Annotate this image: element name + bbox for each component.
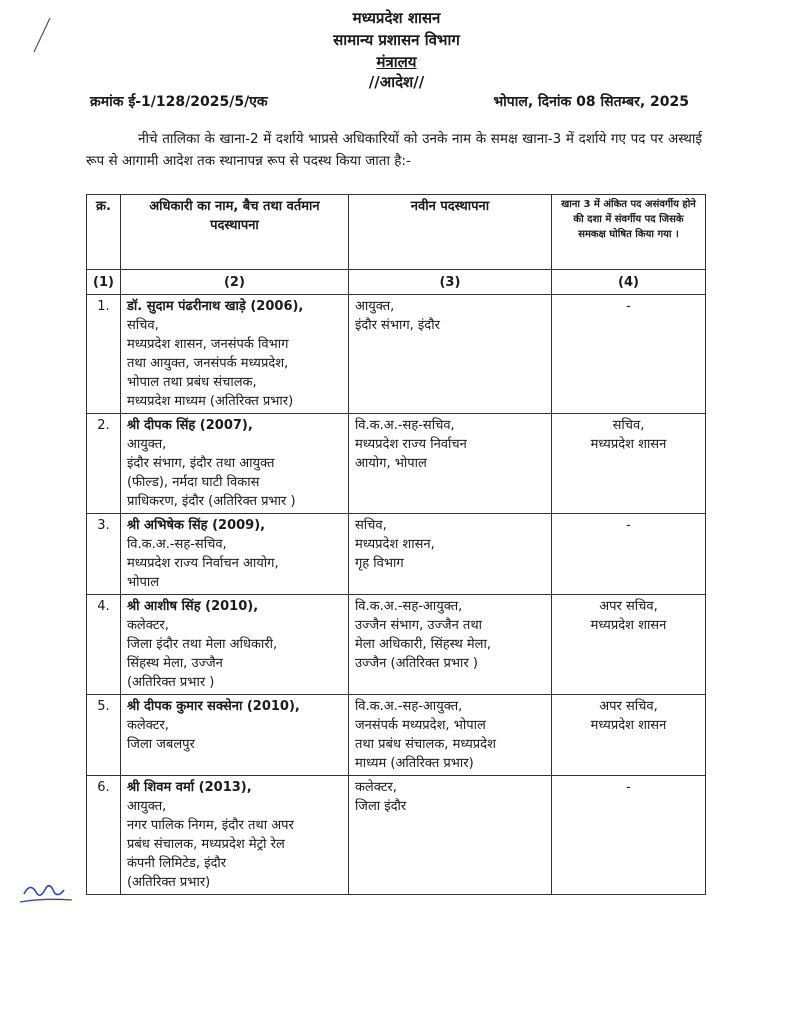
new-post-line: जिला इंदौर [354, 799, 407, 814]
header-department: सामान्य प्रशासन विभाग [333, 31, 460, 49]
officer-name: श्री अभिषेक सिंह (2009), [126, 518, 266, 533]
col-number: (2) [120, 270, 348, 295]
officer-detail-line: वि.क.अ.-सह-सचिव, [126, 537, 227, 552]
officer-detail-line: (फील्ड), नर्मदा घाटी विकास [126, 475, 260, 490]
header-officer: अधिकारी का नाम, बैच तथा वर्तमान पदस्थापना [120, 195, 348, 270]
table-row [87, 514, 706, 595]
new-post-cell [348, 776, 551, 895]
equivalent-post-line: मध्यप्रदेश शासन [590, 437, 667, 452]
officer-cell [120, 414, 348, 514]
equivalent-post-cell [551, 695, 705, 776]
officer-detail-line: नगर पालिक निगम, इंदौर तथा अपर [126, 818, 294, 833]
new-post-line: कलेक्टर, [354, 780, 397, 795]
equivalent-post-cell [551, 776, 705, 895]
row-sno: 4. [87, 595, 121, 695]
new-post-cell [348, 414, 551, 514]
new-post-line: इंदौर संभाग, इंदौर [354, 318, 440, 333]
row-sno: 1. [87, 295, 121, 414]
table-header-row [87, 195, 706, 270]
officer-cell [120, 595, 348, 695]
officer-detail-line: तथा आयुक्त, जनसंपर्क मध्यप्रदेश, [126, 356, 289, 371]
officer-cell [120, 295, 348, 414]
new-post-cell [348, 514, 551, 595]
officer-name: श्री दीपक कुमार सक्सेना (2010), [126, 699, 300, 714]
equivalent-post-cell [551, 595, 705, 695]
new-post-line: वि.क.अ.-सह-आयुक्त, [354, 699, 463, 714]
officer-detail-line: भोपाल [126, 575, 160, 590]
officer-detail-line: आयुक्त, [126, 799, 167, 814]
col-number: (4) [551, 270, 705, 295]
header-equivalent: खाना 3 में अंकित पद असंवर्गीय होने की दशा में संवर्गीय पद जिसके समकक्ष घोषित किया गया । [551, 195, 705, 270]
officer-detail-line: आयुक्त, [126, 437, 167, 452]
officer-detail-line: मध्यप्रदेश माध्यम (अतिरिक्त प्रभार) [126, 394, 294, 409]
new-post-cell [348, 695, 551, 776]
officer-name: श्री आशीष सिंह (2010), [126, 599, 259, 614]
table-row [87, 776, 706, 895]
officer-detail-line: कलेक्टर, [126, 718, 169, 733]
new-post-line: आयुक्त, [354, 299, 395, 314]
equivalent-post-line: - [626, 518, 631, 533]
equivalent-post-line: मध्यप्रदेश शासन [590, 718, 667, 733]
equivalent-post-cell [551, 414, 705, 514]
officer-cell [120, 695, 348, 776]
officer-detail-line: (अतिरिक्त प्रभार ) [126, 675, 215, 690]
posting-table [86, 194, 706, 895]
new-post-line: मेला अधिकारी, सिंहस्थ मेला, [354, 637, 492, 652]
new-post-cell [348, 595, 551, 695]
officer-detail-line: मध्यप्रदेश शासन, जनसंपर्क विभाग [126, 337, 289, 352]
order-number: क्रमांक ई-1/128/2025/5/एक [90, 94, 268, 110]
new-post-cell [348, 295, 551, 414]
place-date: भोपाल, दिनांक 08 सितम्बर, 2025 [493, 94, 689, 110]
officer-detail-line: इंदौर संभाग, इंदौर तथा आयुक्त [126, 456, 275, 471]
initials-signature [16, 872, 76, 912]
officer-detail-line: कंपनी लिमिटेड, इंदौर [126, 856, 227, 871]
row-sno: 5. [87, 695, 121, 776]
equivalent-post-line: अपर सचिव, [599, 599, 658, 614]
new-post-line: मध्यप्रदेश राज्य निर्वाचन [354, 437, 467, 452]
officer-detail-line: भोपाल तथा प्रबंध संचालक, [126, 375, 257, 390]
officer-name: डॉ. सुदाम पंढरीनाथ खाड़े (2006), [126, 299, 304, 314]
row-sno: 3. [87, 514, 121, 595]
new-post-line: सचिव, [354, 518, 387, 533]
officer-detail-line: सिंहस्थ मेला, उज्जैन [126, 656, 223, 671]
table-row [87, 595, 706, 695]
new-post-line: माध्यम (अतिरिक्त प्रभार) [354, 756, 474, 771]
header-new-post: नवीन पदस्थापना [348, 195, 551, 270]
intro-paragraph: नीचे तालिका के खाना-2 में दर्शाये भाप्रसे अधिकारियों को उनके नाम के समक्ष खाना-3 में दर्शाये गए पद पर अस्थाई रूप से आगामी आदेश तक स्थानापन्न रूप से पदस्थ किया जाता है:- [86, 131, 702, 169]
header-government: मध्यप्रदेश शासन [352, 9, 441, 27]
new-post-line: उज्जैन संभाग, उज्जैन तथा [354, 618, 483, 633]
officer-name: श्री दीपक सिंह (2007), [126, 418, 253, 433]
officer-name: श्री शिवम वर्मा (2013), [126, 780, 252, 795]
officer-detail-line: सचिव, [126, 318, 159, 333]
equivalent-post-line: - [626, 780, 631, 795]
table-row [87, 414, 706, 514]
officer-detail-line: कलेक्टर, [126, 618, 169, 633]
officer-cell [120, 514, 348, 595]
equivalent-post-line: सचिव, [612, 418, 645, 433]
new-post-line: तथा प्रबंध संचालक, मध्यप्रदेश [354, 737, 496, 752]
new-post-line: आयोग, भोपाल [354, 456, 427, 471]
column-number-row [87, 270, 706, 295]
row-sno: 6. [87, 776, 121, 895]
officer-detail-line: जिला इंदौर तथा मेला अधिकारी, [126, 637, 278, 652]
table-row [87, 295, 706, 414]
new-post-line: वि.क.अ.-सह-आयुक्त, [354, 599, 463, 614]
equivalent-post-line: अपर सचिव, [599, 699, 658, 714]
equivalent-post-line: - [626, 299, 631, 314]
new-post-line: गृह विभाग [354, 556, 404, 571]
col-number: (3) [348, 270, 551, 295]
officer-detail-line: जिला जबलपुर [126, 737, 195, 752]
row-sno: 2. [87, 414, 121, 514]
equivalent-post-cell [551, 295, 705, 414]
new-post-line: जनसंपर्क मध्यप्रदेश, भोपाल [354, 718, 486, 733]
officer-cell [120, 776, 348, 895]
table-row [87, 695, 706, 776]
new-post-line: मध्यप्रदेश शासन, [354, 537, 435, 552]
equivalent-post-line: मध्यप्रदेश शासन [590, 618, 667, 633]
officer-detail-line: (अतिरिक्त प्रभार) [126, 875, 211, 890]
officer-detail-line: मध्यप्रदेश राज्य निर्वाचन आयोग, [126, 556, 279, 571]
new-post-line: उज्जैन (अतिरिक्त प्रभार ) [354, 656, 478, 671]
equivalent-post-cell [551, 514, 705, 595]
col-number: (1) [87, 270, 121, 295]
new-post-line: वि.क.अ.-सह-सचिव, [354, 418, 455, 433]
officer-detail-line: प्रबंध संचालक, मध्यप्रदेश मेट्रो रेल [126, 837, 285, 852]
header-order: //आदेश// [368, 73, 425, 91]
header-sno: क्र. [87, 195, 121, 270]
header-ministry: मंत्रालय [376, 53, 417, 71]
officer-detail-line: प्राधिकरण, इंदौर (अतिरिक्त प्रभार ) [126, 494, 296, 509]
